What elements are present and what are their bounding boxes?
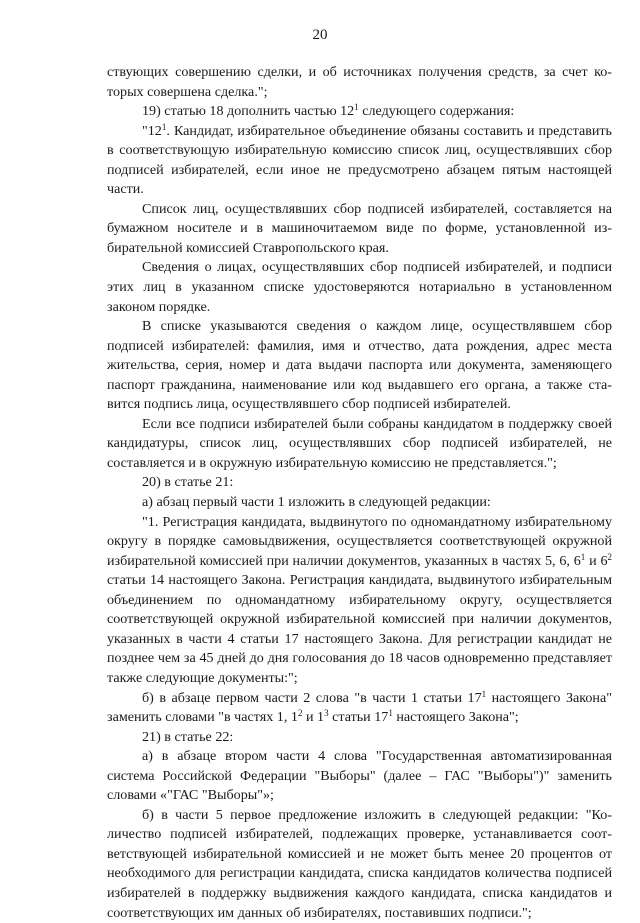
superscript: 1 [580, 551, 586, 562]
text-run: следующего содержания: [358, 103, 515, 120]
paragraph [107, 473, 612, 493]
text-run: и 6 [585, 552, 608, 569]
paragraph [107, 258, 612, 317]
superscript: 1 [161, 121, 167, 132]
paragraph [107, 415, 612, 474]
superscript: 2 [607, 551, 612, 562]
superscript: 1 [354, 102, 359, 113]
paragraph [107, 63, 612, 102]
text-run: а) абзац первый части 1 изложить в следующей редакции: [142, 494, 491, 511]
superscript: 3 [324, 708, 329, 719]
superscript: 2 [297, 708, 303, 719]
paragraph [107, 200, 612, 259]
paragraph [107, 102, 612, 122]
paragraph [107, 122, 612, 200]
text-run: б) в части 5 первое предложение изложить в следующей редакции: "Количество подписей избирателей, подлежащих проверке, устанавливается соответствующей избирательной комиссией и не может быть менее 20 процентов от необходимого для регистрации кандидата, списка кандидатов количества подписей избирателей в поддержку выдвижения каждого кандидата, списка кандидатов и соответствующих им данных об избирателях, поставивших подписи."; [107, 806, 612, 921]
text-run: Сведения о лицах, осуществлявших сбор подписей избирателей, и подписи этих лиц в указанном списке удостоверяются нотариально в установленном законом порядке. [107, 259, 612, 315]
text-run: "12 [142, 122, 162, 139]
text-run: 19) статью 18 дополнить частью 12 [142, 103, 355, 120]
text-run: настоящего Закона"; [392, 709, 519, 726]
paragraph [107, 728, 612, 748]
paragraph [107, 806, 612, 923]
text-run: Список лиц, осуществлявших сбор подписей избирателей, составляется на бумажном носителе и в машиночитаемом виде по форме, установленной избирательной комиссией Ставропольского края. [107, 200, 612, 256]
page-number: 20 [312, 27, 328, 43]
text-run: . Кандидат, избирательное объединение обязаны составить и представить в соответствующую избирательную комиссию список лиц, осуществлявших сбор подписей избирателей, если иное не предусмотрено абзацем пятым настоящей части. [107, 122, 612, 198]
text-run: и 1 [302, 709, 325, 726]
text-run: статьи 14 настоящего Закона. Регистрация кандидата, выдвинутого избирательным объединением по одномандатному избирательному округу, осуществляется соответствующей окружной избирательной комиссией при наличии документов, указанных в части 4 статьи 17 настоящего Закона. Для регистрации кандидат не позднее чем за 45 дней до дня голосования до 18 часов одновременно представляет также следующие документы:"; [107, 572, 612, 686]
text-run: настоящего Закона" заменить словами "в частях 1, 1 [107, 689, 612, 726]
superscript: 1 [481, 688, 487, 699]
text-run: а) в абзаце втором части 4 слова "Государственная автоматизированная система Российской Федерации "Выборы" (далее – ГАС "Выборы")" заменить словами «"ГАС "Выборы"»; [107, 748, 612, 804]
text-run: Если все подписи избирателей были собраны кандидатом в поддержку своей кандидатуры, список лиц, осуществлявших сбор подписей избирателей, не составляется и в окружную избирательную комиссию не представляется."; [107, 415, 612, 471]
text-run: б) в абзаце первом части 2 слова "в части 1 статьи 17 [142, 689, 482, 706]
paragraph [107, 689, 612, 728]
text-run: "1. Регистрация кандидата, выдвинутого по одномандатному избирательному округу в порядке самовыдвижения, осуществляется соответствующей окружной избирательной комиссией при наличии документов, указанных в частях 5, 6, 6 [107, 513, 612, 569]
paragraph [107, 317, 612, 415]
text-run: ствующих совершению сделки, и об источниках получения средств, за счет которых совершена сделка."; [107, 64, 612, 100]
superscript: 1 [388, 708, 393, 719]
paragraph [107, 493, 612, 513]
document-body [107, 63, 612, 923]
text-run: В списке указываются сведения о каждом лице, осуществлявшем сбор подписей избирателей: фамилия, имя и отчество, дата рождения, адрес места жительства, серия, номер и дата выдачи паспорта или документа, заменяющего паспорт гражданина, наименование или код выдавшего его органа, а также ставится подпись лица, осуществлявшего сбор подписей избирателей. [107, 318, 612, 413]
text-run: 20) в статье 21: [142, 474, 234, 491]
paragraph [107, 513, 612, 689]
paragraph [107, 747, 612, 806]
text-run: статьи 17 [328, 709, 389, 726]
text-run: 21) в статье 22: [142, 728, 234, 745]
